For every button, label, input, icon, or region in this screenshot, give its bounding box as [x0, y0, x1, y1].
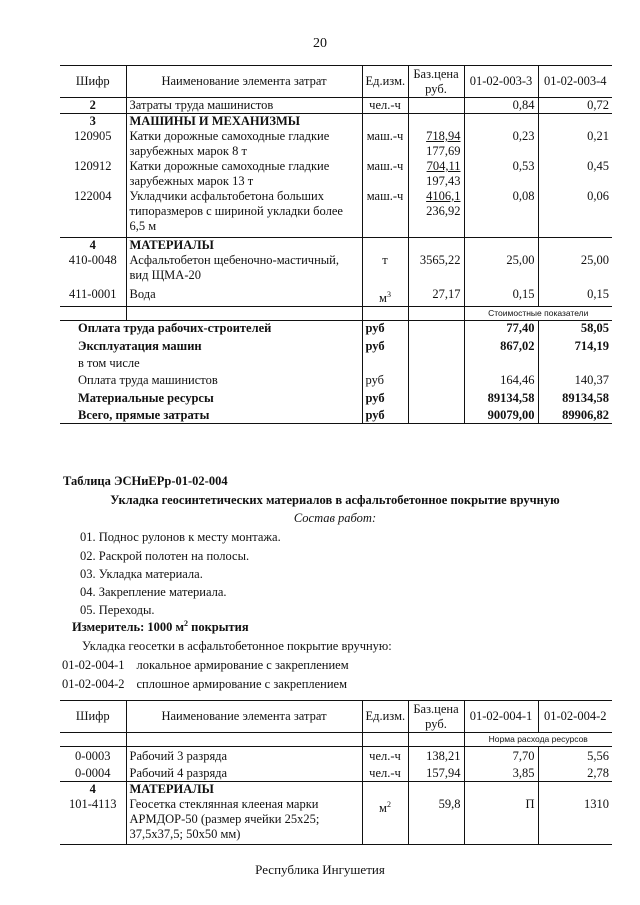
total-row: Всего, прямые затраты руб 90079,00 89906,82 [60, 406, 612, 424]
works-caption: Состав работ: [293, 511, 377, 525]
resource-table-1 [60, 65, 612, 424]
section-row: 4 МАТЕРИАЛЫ [60, 238, 612, 254]
total-row: в том числе [60, 354, 612, 371]
resource-table-2 [60, 700, 612, 845]
section-description: Укладка геосетки в асфальтобетонное покрытие вручную: [82, 639, 392, 653]
section-row: 4 МАТЕРИАЛЫ [60, 782, 612, 798]
work-item: 04. Закрепление материала. [80, 585, 227, 599]
variant-item: 01-02-004-2 сплошное армирование с закреплением [62, 677, 348, 691]
table-row: 0-0003 Рабочий 3 разряда чел.-ч 138,21 7,70 5,56 [60, 747, 612, 765]
total-row: Эксплуатация машин руб 867,02 714,19 [60, 336, 612, 354]
page-number: 20 [313, 36, 327, 51]
table-row: 101-4113 Геосетка стеклянная клееная марки АРМДОР-50 (размер ячейки 25х25; 37,5х37,5; 50х50 мм) $м^2$ 59,8 П 1310 [60, 797, 612, 845]
cost-caption-row: Стоимостные показатели [60, 307, 612, 321]
norm-caption-row: Норма расхода ресурсов [60, 733, 612, 747]
meter-label: Измеритель: 1000 $м^2$ покрытия [72, 619, 249, 635]
page-footer: Республика Ингушетия [255, 862, 385, 877]
total-row: Оплата труда рабочих-строителей руб 77,40 58,05 [60, 321, 612, 337]
table-title: Таблица ЭСНиЕРр-01-02-004 [63, 474, 228, 488]
work-item: 02. Раскрой полотен на полосы. [80, 549, 250, 563]
table-row: 411-0001 Вода $м^3$ 27,17 0,15 0,15 [60, 287, 612, 307]
total-row: Оплата труда машинистов руб 164,46 140,37 [60, 371, 612, 388]
table-row: 2 Затраты труда машинистов чел.-ч 0,84 0,72 [60, 98, 612, 114]
work-item: 05. Переходы. [80, 603, 155, 617]
table-header: Шифр Наименование элемента затрат Ед.изм. Баз.цена руб. 01-02-003-3 01-02-003-4 [60, 66, 612, 98]
table-row: 410-0048 Асфальтобетон щебеночно-мастичный, вид ЩМА-20 т 3565,22 25,00 25,00 [60, 253, 612, 287]
work-item: 01. Поднос рулонов к месту монтажа. [80, 530, 281, 544]
table-header: Шифр Наименование элемента затрат Ед.изм. Баз.цена руб. 01-02-004-1 01-02-004-2 [60, 701, 612, 733]
table-row: 120905 Катки дорожные самоходные гладкие зарубежных марок 8 т маш.-ч 718,94 177,69 0,23 0,21 [60, 129, 612, 159]
total-row: Материальные ресурсы руб 89134,58 89134,58 [60, 388, 612, 406]
section-row: 3 МАШИНЫ И МЕХАНИЗМЫ [60, 114, 612, 130]
work-item: 03. Укладка материала. [80, 567, 203, 581]
table-row: 122004 Укладчики асфальтобетона больших типоразмеров с шириной укладки более 6,5 м маш.-ч 4106,1 236,92 0,08 0,06 [60, 189, 612, 238]
table-row: 0-0004 Рабочий 4 разряда чел.-ч 157,94 3,85 2,78 [60, 764, 612, 782]
section-subtitle: Укладка геосинтетических материалов в асфальтобетонное покрытие вручную [110, 493, 560, 507]
table-row: 120912 Катки дорожные самоходные гладкие зарубежных марок 13 т маш.-ч 704,11 197,43 0,53 0,45 [60, 159, 612, 189]
variant-item: 01-02-004-1 локальное армирование с закреплением [62, 658, 349, 672]
